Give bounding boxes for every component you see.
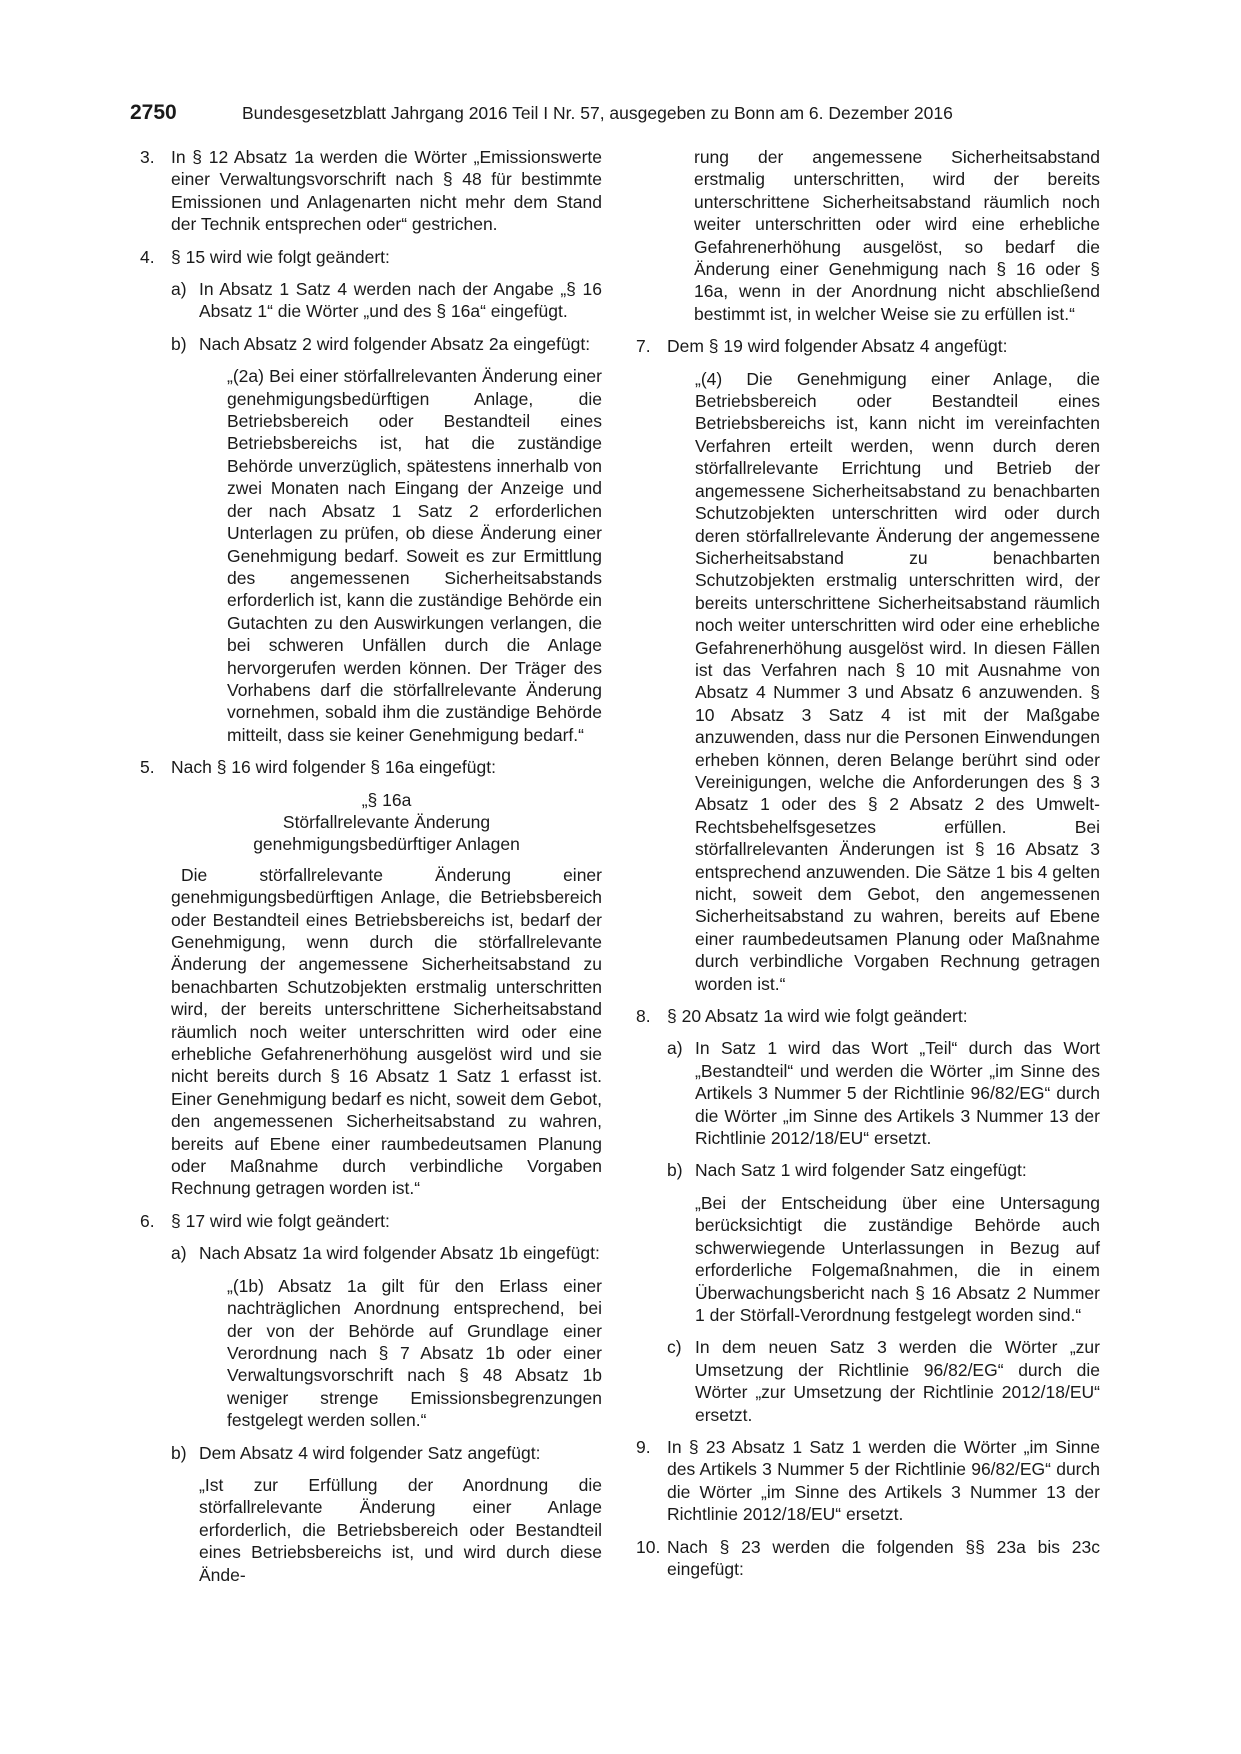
sub-item-marker: c)	[667, 1337, 682, 1358]
sub-item-marker: b)	[171, 333, 187, 354]
sub-item-a	[171, 278, 602, 323]
sub-item-text: Dem Absatz 4 wird folgender Satz angefügt:	[199, 1442, 541, 1463]
list-item-4	[140, 246, 602, 747]
list-item-7	[636, 335, 1100, 995]
item-number: 3.	[140, 147, 155, 167]
section-heading	[171, 789, 602, 856]
left-column	[140, 146, 602, 1596]
sub-item-b	[171, 333, 602, 746]
item-text: § 15 wird wie folgt geändert:	[171, 246, 390, 267]
item-text: In § 12 Absatz 1a werden die Wörter „Emissionswerte einer Verwaltungsvorschrift nach § 48 für bestimmte Emissionen und Anlagenarten nicht mehr dem Stand der Technik entsprechen oder“ gestrichen.	[171, 147, 602, 235]
page-number: 2750	[130, 101, 177, 124]
quoted-paragraph: „(1b) Absatz 1a gilt für den Erlass einer nachträglichen Anordnung entsprechend, bei der von der Behörde auf Grundlage einer Verordnung nach § 7 Absatz 1b oder einer Verwaltungsvorschrift nach § 48 Absatz 1b weniger strenge Emissionsbegrenzungen festgelegt werden sollen.“	[227, 1275, 602, 1431]
item-text: In § 23 Absatz 1 Satz 1 werden die Wörter „im Sinne des Artikels 3 Nummer 5 der Richtlinie 96/82/EG“ durch die Wörter „im Sinne des Artikels 3 Nummer 13 der Richtlinie 2012/18/EU“ ersetzt.	[667, 1436, 1100, 1525]
sub-item-a	[171, 1242, 602, 1431]
list-item-3	[140, 146, 602, 236]
sub-item-b	[171, 1442, 602, 1586]
item-number: 10.	[636, 1536, 661, 1557]
list-item-5	[140, 756, 602, 1200]
item-number: 6.	[140, 1210, 155, 1231]
item-number: 5.	[140, 757, 155, 778]
sub-item-text: In dem neuen Satz 3 werden die Wörter „zur Umsetzung der Richtlinie 96/82/EG“ durch die Wörter „zur Umsetzung der Richtlinie 2012/18/EU“ ersetzt.	[695, 1337, 1100, 1425]
item-text: Dem § 19 wird folgender Absatz 4 angefügt:	[667, 336, 1008, 357]
sub-item-a	[667, 1037, 1100, 1149]
sub-item-text: In Absatz 1 Satz 4 werden nach der Angabe „§ 16 Absatz 1“ die Wörter „und des § 16a“ eingefügt.	[199, 279, 602, 322]
item-number: 7.	[636, 336, 651, 357]
section-number: „§ 16a	[361, 789, 412, 810]
quoted-paragraph: „Ist zur Erfüllung der Anordnung die störfallrelevante Änderung einer Anlage erforderlich, die Betriebsbereich oder Bestandteil eines Betriebsbereichs ist, und wird durch diese Ände-	[199, 1474, 602, 1585]
list-item-8	[636, 1005, 1100, 1426]
right-column	[636, 146, 1100, 1590]
section-body: Die störfallrelevante Änderung einer genehmigungsbedürftigen Anlage, die Betriebsbereich oder Bestandteil eines Betriebsbereichs ist, bedarf der Genehmigung, wenn durch die störfallrelevante Änderung der angemessene Sicherheitsabstand zu benachbarten Schutzobjekten erstmalig unterschritten wird, der bereits unterschrittene Sicherheitsabstand räumlich noch weiter unterschritten wird oder eine erhebliche Gefahrenerhöhung ausgelöst wird und sie nicht bereits durch § 16 Absatz 1 Satz 1 erfasst ist. Einer Genehmigung bedarf es nicht, soweit dem Gebot, den angemessenen Sicherheitsabstand zu wahren, bereits auf Ebene einer raumbedeutsamen Planung oder Maßnahme durch verbindliche Vorgaben Rechnung getragen worden ist.“	[171, 864, 602, 1199]
section-title-line-2: genehmigungsbedürftiger Anlagen	[253, 834, 520, 855]
continued-text: rung der angemessene Sicherheitsabstand erstmalig unterschritten, wird der bereits unterschrittene Sicherheitsabstand räumlich noch weiter unterschritten oder wird eine erhebliche Gefahrenerhöhung ausgelöst, so bedarf die Änderung einer Genehmigung nach § 16 oder § 16a, wenn in der Anordnung nicht abschließend bestimmt ist, in welcher Weise sie zu erfüllen ist.“	[694, 147, 1100, 324]
sub-item-marker: b)	[171, 1442, 187, 1463]
item-text: § 17 wird wie folgt geändert:	[171, 1210, 390, 1231]
quoted-paragraph: „(4) Die Genehmigung einer Anlage, die Betriebsbereich oder Bestandteil eines Betriebsbereichs ist, kann nicht im vereinfachten Verfahren erteilt werden, wenn durch deren störfallrelevante Errichtung und Betrieb der angemessene Sicherheitsabstand zu benachbarten Schutzobjekten unterschritten wird oder durch deren störfallrelevante Änderung der angemessene Sicherheitsabstand zu benachbarten Schutzobjekten erstmalig unterschritten wird, der bereits unterschrittene Sicherheitsabstand räumlich noch weiter unterschritten wird oder eine erhebliche Gefahrenerhöhung ausgelöst wird. In diesen Fällen ist das Verfahren nach § 10 mit Ausnahme von Absatz 4 Nummer 3 und Absatz 6 anzuwenden. § 10 Absatz 3 Satz 4 ist mit der Maßgabe anzuwenden, dass nur die Personen Einwendungen erheben können, deren Belange berührt sind oder Vereinigungen, welche die Anforderungen des § 3 Absatz 1 oder des § 2 Absatz 2 des Umwelt-Rechtsbehelfsgesetzes erfüllen. Bei störfallrelevanten Änderungen ist § 16 Absatz 3 entsprechend anzuwenden. Die Sätze 1 bis 4 gelten nicht, soweit dem Gebot, den angemessenen Sicherheitsabstand zu wahren, bereits auf Ebene einer raumbedeutsamen Planung oder Maßnahme durch verbindliche Vorgaben Rechnung getragen worden ist.“	[695, 368, 1100, 994]
sub-item-b	[667, 1159, 1100, 1326]
sub-item-text: In Satz 1 wird das Wort „Teil“ durch das Wort „Bestandteil“ und werden die Wörter „im Sinne des Artikels 3 Nummer 5 der Richtlinie 96/82/EG“ durch die Wörter „im Sinne des Artikels 3 Nummer 13 der Richtlinie 2012/18/EU“ ersetzt.	[695, 1038, 1100, 1149]
item-text: Nach § 23 werden die folgenden §§ 23a bis 23c eingefügt:	[667, 1536, 1100, 1579]
sub-item-text: Nach Satz 1 wird folgender Satz eingefügt:	[695, 1160, 1027, 1181]
quoted-paragraph: „(2a) Bei einer störfallrelevanten Änderung einer genehmigungsbedürftigen Anlage, die Betriebsbereich oder Bestandteil eines Betriebsbereichs ist, hat die zuständige Behörde unverzüglich, spätestens innerhalb von zwei Monaten nach Eingang der Anzeige und der nach Absatz 1 Satz 2 erforderlichen Unterlagen zu prüfen, ob diese Änderung einer Genehmigung bedarf. Soweit es zur Ermittlung des angemessenen Sicherheitsabstands erforderlich ist, kann die zuständige Behörde ein Gutachten zu den Auswirkungen verlangen, die bei schweren Unfällen durch die Anlage hervorgerufen werden können. Der Träger des Vorhabens darf die störfallrelevante Änderung vornehmen, sobald ihm die zuständige Behörde mitteilt, dass sie keiner Genehmigung bedarf.“	[227, 366, 602, 745]
list-item-10	[636, 1536, 1100, 1581]
item-text: § 20 Absatz 1a wird wie folgt geändert:	[667, 1006, 968, 1027]
section-title-line-1: Störfallrelevante Änderung	[282, 811, 491, 832]
item-number: 4.	[140, 246, 155, 267]
item-text: Nach § 16 wird folgender § 16a eingefügt:	[171, 757, 496, 778]
list-item-9	[636, 1436, 1100, 1526]
sub-item-text: Nach Absatz 2 wird folgender Absatz 2a eingefügt:	[199, 333, 591, 354]
quoted-paragraph: „Bei der Entscheidung über eine Untersagung berücksichtigt die zuständige Behörde auch schwerwiegende Unterlassungen in Bezug auf erforderliche Folgemaßnahmen, die in einem Überwachungsbericht nach § 16 Absatz 2 Nummer 1 der Störfall-Verordnung festgelegt worden sind.“	[695, 1192, 1100, 1325]
sub-item-marker: a)	[667, 1038, 683, 1059]
sub-item-text: Nach Absatz 1a wird folgender Absatz 1b eingefügt:	[199, 1243, 600, 1264]
page-header	[130, 101, 1120, 131]
list-item-6	[140, 1210, 602, 1586]
sub-item-marker: b)	[667, 1160, 683, 1181]
sub-item-marker: a)	[171, 279, 187, 300]
sub-item-marker: a)	[171, 1243, 187, 1264]
item-number: 8.	[636, 1006, 651, 1027]
sub-item-c	[667, 1336, 1100, 1426]
item-number: 9.	[636, 1436, 651, 1457]
running-head: Bundesgesetzblatt Jahrgang 2016 Teil I Nr. 57, ausgegeben zu Bonn am 6. Dezember 2016	[242, 103, 953, 123]
